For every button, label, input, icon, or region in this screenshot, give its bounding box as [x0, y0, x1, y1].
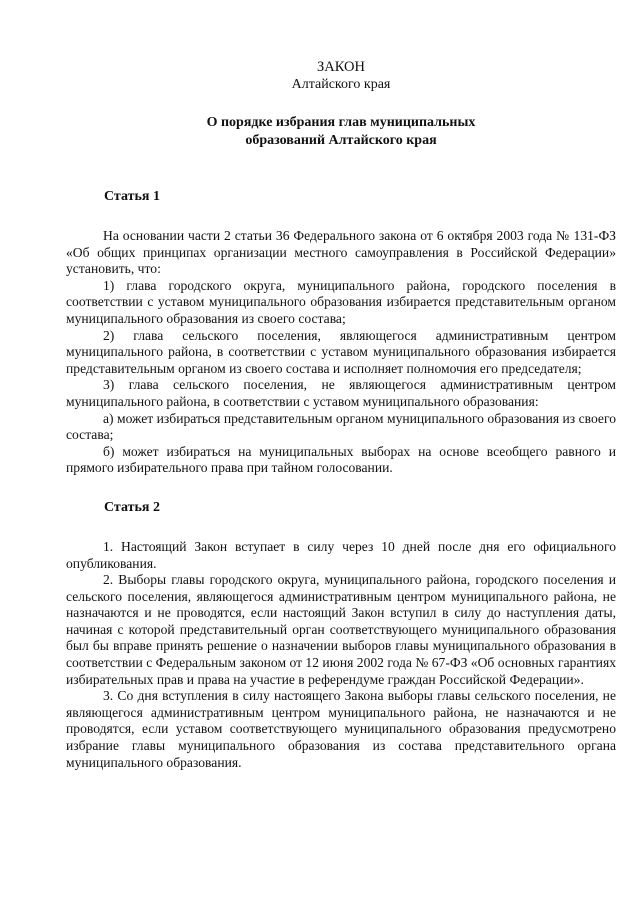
- article-2-paragraph: 1. Настоящий Закон вступает в силу через 10 дней после дня его официального опубликования.: [66, 538, 616, 571]
- article-2-body: [66, 539, 616, 771]
- article-2-paragraph: 2. Выборы главы городского округа, муниципального района, городского поселения и сельского поселения, являющегося административным центром муниципального района, не назначаются и не проводятся, если настоящий Закон вступил в силу до наступления даты, начиная с которой представительный орган соответствующего муниципального образования был бы вправе принять решение о назначении выборов главы муниципального образования в соответствии с Федеральным законом от 12 июня 2002 года № 67-ФЗ «Об основных гарантиях избирательных прав и права на участие в референдуме граждан Российской Федерации».: [66, 572, 616, 687]
- article-2-heading: Статья 2: [104, 499, 160, 515]
- article-1-paragraph: б) может избираться на муниципальных выборах на основе всеобщего равного и прямого избирательного права при тайном голосовании.: [66, 443, 616, 476]
- document-page: [66, 58, 616, 771]
- article-1-heading: Статья 1: [104, 189, 160, 204]
- article-1-body: [66, 228, 616, 477]
- law-name-line-2: образований Алтайского края: [245, 133, 437, 148]
- article-1-paragraph: а) может избираться представительным органом муниципального образования из своего состава;: [66, 410, 616, 443]
- article-1-paragraph: 1) глава городского округа, муниципального района, городского поселения в соответствии с уставом муниципального образования избирается представительным органом муниципального образования из своего состава;: [66, 277, 616, 326]
- law-title: ЗАКОН: [317, 59, 365, 75]
- article-1-paragraph: На основании части 2 статьи 36 Федерального закона от 6 октября 2003 года № 131-ФЗ «Об общих принципах организации местного самоуправления в Российской Федерации» установить, что:: [66, 228, 616, 277]
- article-1-paragraph: 2) глава сельского поселения, являющегося административным центром муниципального района, в соответствии с уставом муниципального образования избирается представительным органом из своего состава и исполняет полномочия его председателя;: [66, 327, 616, 376]
- law-name-line-1: О порядке избрания глав муниципальных: [206, 115, 476, 130]
- article-1-paragraph: 3) глава сельского поселения, не являющегося административным центром муниципального района, в соответствии с уставом муниципального образования:: [66, 377, 616, 409]
- law-region: Алтайского края: [291, 77, 391, 92]
- article-2-paragraph: 3. Со дня вступления в силу настоящего Закона выборы главы сельского поселения, не являющегося административным центром муниципального района, не назначаются и не проводятся, если уставом соответствующего муниципального образования предусмотрено избрание главы муниципального образования из состава представительного органа муниципального образования.: [66, 688, 616, 770]
